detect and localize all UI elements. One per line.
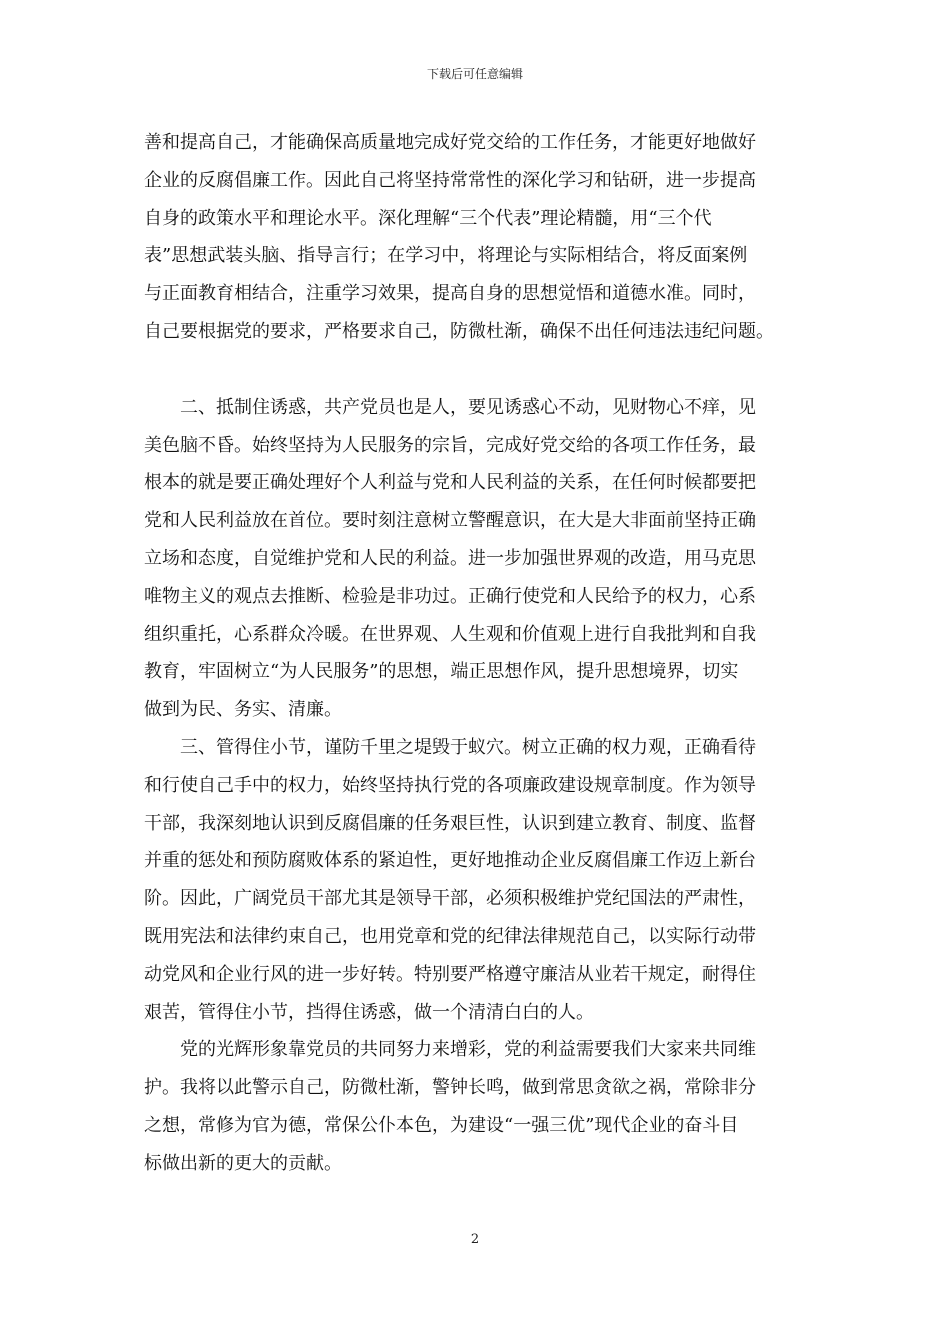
text-line: 和行使自己手中的权力，始终坚持执行党的各项廉政建设规章制度。作为领导 [144, 774, 756, 796]
text-line: 根本的就是要正确处理好个人利益与党和人民利益的关系，在任何时候都要把 [144, 472, 756, 494]
document-body [144, 124, 820, 1183]
page-number: 2 [470, 1232, 480, 1247]
text-line: 干部，我深刻地认识到反腐倡廉的任务艰巨性，认识到建立教育、制度、监督 [144, 812, 756, 834]
text-line: 表”思想武装头脑、指导言行；在学习中，将理论与实际相结合，将反面案例 [144, 245, 748, 267]
text-line: 动党风和企业行风的进一步好转。特别要严格遵守廉洁从业若干规定，耐得住 [144, 963, 756, 985]
paragraph-section-two [144, 389, 820, 729]
text-line: 既用宪法和法律约束自己，也用党章和党的纪律法律规范自己，以实际行动带 [144, 925, 756, 947]
paragraph-conclusion [144, 1031, 820, 1182]
text-line: 标做出新的更大的贡献。 [144, 1152, 342, 1174]
text-line: 与正面教育相结合，注重学习效果，提高自身的思想觉悟和道德水准。同时， [144, 283, 756, 305]
paragraph-gap [144, 351, 820, 389]
text-line: 自身的政策水平和理论水平。深化理解“三个代表”理论精髓，用“三个代 [144, 207, 712, 229]
text-line: 组织重托，心系群众冷暖。在世界观、人生观和价值观上进行自我批判和自我 [144, 623, 756, 645]
text-line: 党的光辉形象靠党员的共同努力来增彩，党的利益需要我们大家来共同维 [180, 1039, 756, 1061]
text-line: 自己要根据党的要求，严格要求自己，防微杜渐，确保不出任何违法违纪问题。 [144, 320, 774, 342]
text-line: 三、管得住小节，谨防千里之堤毁于蚁穴。树立正确的权力观，正确看待 [180, 736, 756, 758]
text-line: 护。我将以此警示自己，防微杜渐，警钟长鸣，做到常思贪欲之祸，常除非分 [144, 1077, 756, 1099]
text-line: 之想，常修为官为德，常保公仆本色，为建设“一强三优”现代企业的奋斗目 [144, 1114, 739, 1136]
text-line: 党和人民利益放在首位。要时刻注意树立警醒意识，在大是大非面前坚持正确 [144, 510, 756, 532]
paragraph-section-three [144, 729, 820, 1031]
text-line: 教育，牢固树立“为人民服务”的思想，端正思想作风，提升思想境界，切实 [144, 661, 739, 683]
text-line: 美色脑不昏。始终坚持为人民服务的宗旨，完成好党交给的各项工作任务，最 [144, 434, 756, 456]
text-line: 艰苦，管得住小节，挡得住诱惑，做一个清清白白的人。 [144, 1001, 594, 1023]
text-line: 立场和态度，自觉维护党和人民的利益。进一步加强世界观的改造，用马克思 [144, 547, 756, 569]
text-line: 二、抵制住诱惑，共产党员也是人，要见诱惑心不动，见财物心不痒，见 [180, 396, 756, 418]
text-line: 阶。因此，广阔党员干部尤其是领导干部，必须积极维护党纪国法的严肃性， [144, 888, 756, 910]
paragraph-continued [144, 124, 820, 351]
text-line: 做到为民、务实、清廉。 [144, 699, 342, 721]
text-line: 善和提高自己，才能确保高质量地完成好党交给的工作任务，才能更好地做好 [144, 132, 756, 153]
text-line: 唯物主义的观点去推断、检验是非功过。正确行使党和人民给予的权力，心系 [144, 585, 756, 607]
page-header: 下载后可任意编辑 [426, 67, 523, 81]
text-line: 并重的惩处和预防腐败体系的紧迫性，更好地推动企业反腐倡廉工作迈上新台 [144, 850, 756, 872]
text-line: 企业的反腐倡廉工作。因此自己将坚持常常性的深化学习和钻研，进一步提高 [144, 169, 756, 191]
